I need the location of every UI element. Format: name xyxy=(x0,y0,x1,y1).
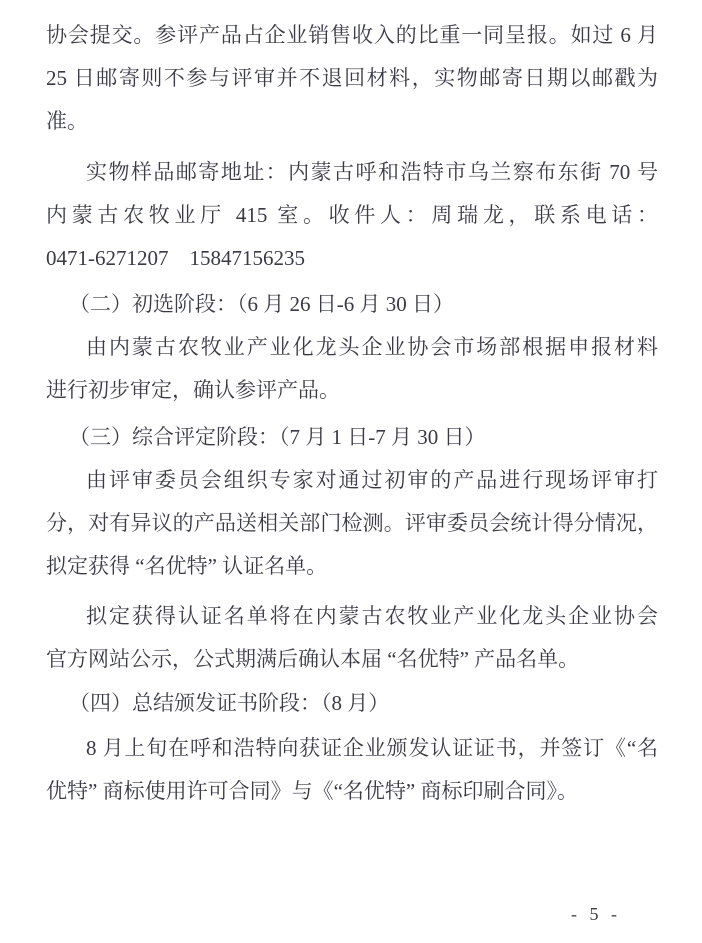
page-number: - 5 - xyxy=(571,904,621,924)
text-line: 由内蒙古农牧业产业化龙头企业协会市场部根据申报材料 xyxy=(86,335,658,359)
text-line: 分，对有异议的产品送相关部门检测。评审委员会统计得分情况， xyxy=(46,511,658,535)
text-line: 0471-6271207 15847156235 xyxy=(46,246,305,270)
text-line: 官方网站公示，公式期满后确认本届 “名优特” 产品名单。 xyxy=(46,647,580,671)
text-line: 优特” 商标使用许可合同》与《“名优特” 商标印刷合同》。 xyxy=(46,779,578,803)
text-line: （二）初选阶段：（6 月 26 日-6 月 30 日） xyxy=(69,292,454,316)
text-line: 拟定获得认证名单将在内蒙古农牧业产业化龙头企业协会 xyxy=(86,604,658,628)
text-line: 8 月上旬在呼和浩特向获证企业颁发认证证书，并签订《“名 xyxy=(86,736,658,760)
text-line: 25 日邮寄则不参与评审并不退回材料，实物邮寄日期以邮戳为 xyxy=(46,66,658,90)
text-line: （四）总结颁发证书阶段：（8 月） xyxy=(69,691,390,715)
text-line: 由评审委员会组织专家对通过初审的产品进行现场评审打 xyxy=(86,468,658,492)
text-line: 实物样品邮寄地址：内蒙古呼和浩特市乌兰察布东街 70 号 xyxy=(86,160,658,184)
text-line: 准。 xyxy=(46,109,88,133)
text-line: 拟定获得 “名优特” 认证名单。 xyxy=(46,554,328,578)
text-line: 内蒙古农牧业厅 415 室。收件人：周瑞龙，联系电话： xyxy=(46,203,658,227)
text-line: （三）综合评定阶段：（7 月 1 日-7 月 30 日） xyxy=(69,425,486,449)
text-line: 进行初步审定，确认参评产品。 xyxy=(46,378,340,402)
text-line: 协会提交。参评产品占企业销售收入的比重一同呈报。如过 6 月 xyxy=(46,23,658,47)
